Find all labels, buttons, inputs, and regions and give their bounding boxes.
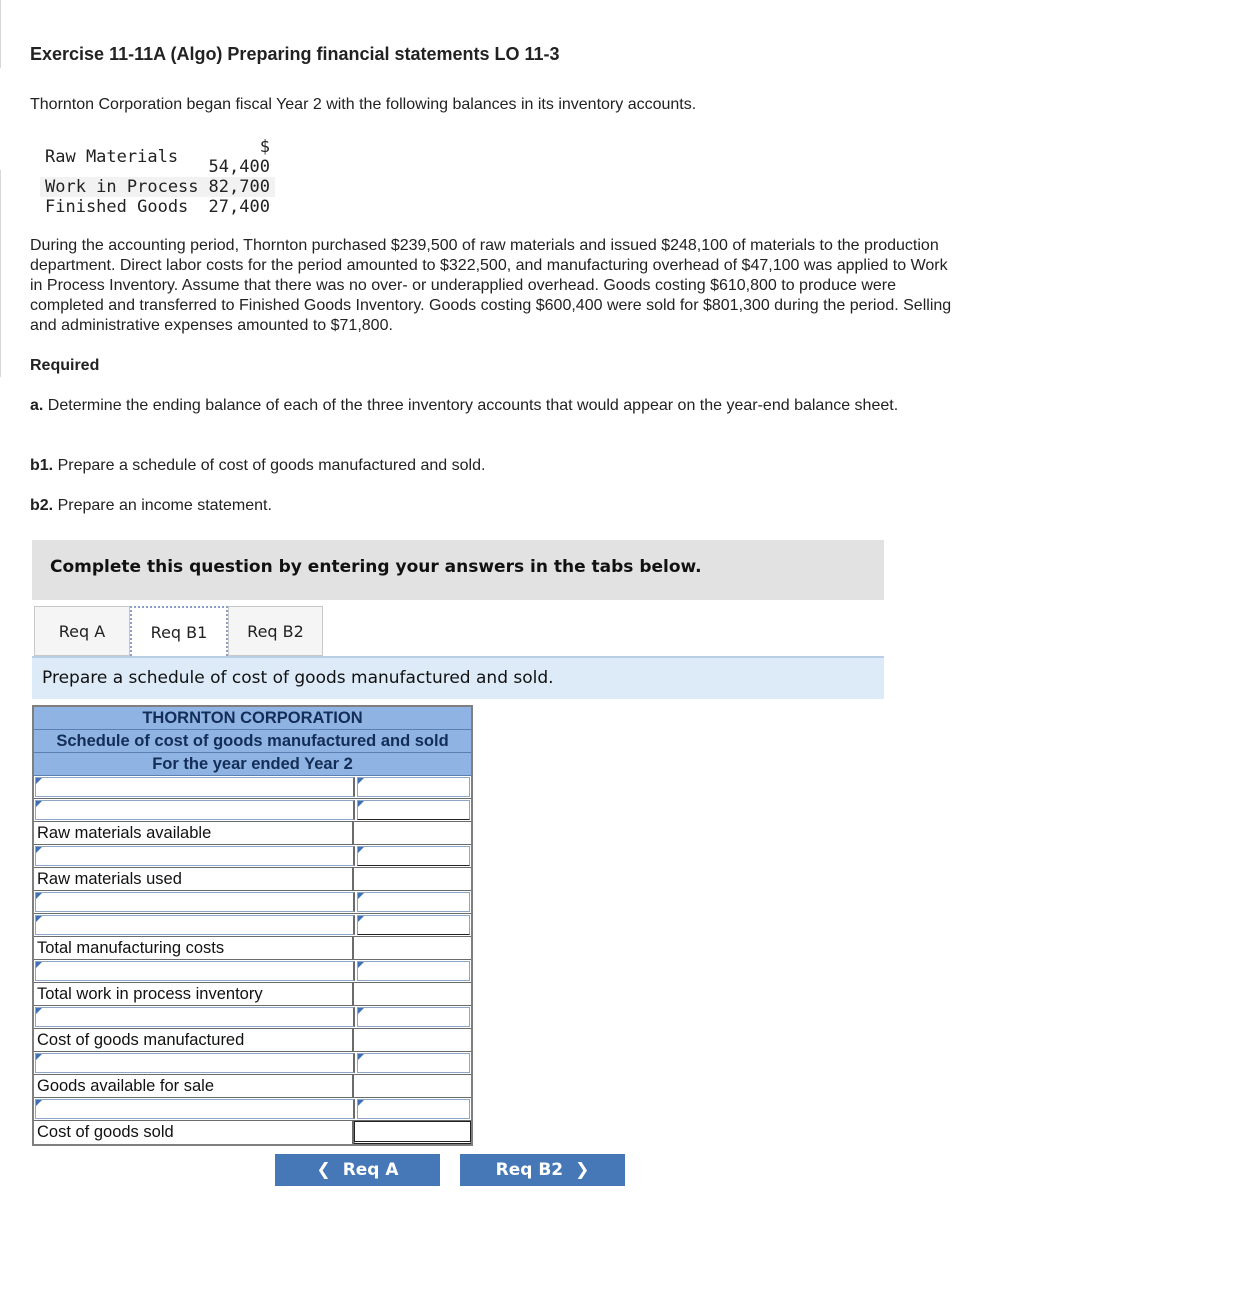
required-key: a. bbox=[30, 397, 44, 414]
dropdown-marker-icon bbox=[36, 847, 42, 853]
schedule-label-input[interactable] bbox=[35, 777, 355, 797]
schedule-row bbox=[34, 1121, 471, 1144]
chevron-right-icon: ❯ bbox=[575, 1160, 590, 1180]
schedule-label-input[interactable] bbox=[35, 915, 355, 935]
required-heading: Required bbox=[30, 357, 100, 374]
tab-prompt: Prepare a schedule of cost of goods manufactured and sold. bbox=[32, 656, 884, 699]
inventory-row bbox=[40, 137, 275, 177]
input-marker-icon bbox=[358, 1054, 364, 1060]
schedule-label-input[interactable] bbox=[35, 1007, 355, 1027]
inventory-row bbox=[40, 197, 275, 217]
schedule-label: Cost of goods sold bbox=[34, 1121, 354, 1144]
input-marker-icon bbox=[358, 962, 364, 968]
schedule-row bbox=[34, 1029, 471, 1052]
next-req-b2-button[interactable] bbox=[460, 1154, 625, 1186]
schedule-amount-input[interactable] bbox=[357, 961, 470, 981]
inventory-amount: 27,400 bbox=[208, 197, 270, 217]
schedule-row bbox=[34, 1098, 471, 1121]
input-marker-icon bbox=[358, 1008, 364, 1014]
instructions-banner: Complete this question by entering your answers in the tabs below. bbox=[32, 540, 884, 600]
inventory-label: Work in Process bbox=[40, 177, 204, 197]
schedule-amount-input[interactable] bbox=[354, 1121, 471, 1144]
schedule-amount-input[interactable] bbox=[354, 937, 471, 959]
schedule-amount-input[interactable] bbox=[357, 1007, 470, 1027]
chevron-left-icon: ❮ bbox=[316, 1160, 331, 1180]
inventory-row bbox=[40, 177, 275, 197]
period-header: For the year ended Year 2 bbox=[34, 753, 471, 776]
required-item-a bbox=[30, 396, 960, 416]
next-button-label: Req B2 bbox=[495, 1160, 564, 1180]
schedule-row bbox=[34, 822, 471, 845]
schedule-label: Cost of goods manufactured bbox=[34, 1029, 354, 1051]
schedule-row bbox=[34, 868, 471, 891]
schedule-row bbox=[34, 1006, 471, 1029]
inventory-label: Finished Goods bbox=[45, 197, 189, 217]
inventory-label: Raw Materials bbox=[45, 147, 179, 167]
tab-req-b2[interactable]: Req B2 bbox=[228, 606, 323, 656]
schedule-row bbox=[34, 799, 471, 822]
problem-text: During the accounting period, Thornton purchased $239,500 of raw materials and issued $248,100 of materials to the production department. Direct labor costs for the period amounted to $322,500, and manufacturing overhead of $47,100 was applied to Work in Process Inventory. Assume that there was no over- or underapplied overhead. Goods costing $610,800 to produce were completed and transferred to Finished Goods Inventory. Goods costing $600,400 were sold for $801,300 during the period. Selling and administrative expenses amounted to $71,800. bbox=[30, 237, 952, 334]
required-item-b1 bbox=[30, 456, 960, 476]
required-key: b1. bbox=[30, 457, 54, 474]
input-marker-icon bbox=[358, 916, 364, 922]
exercise-title: Exercise 11-11A (Algo) Preparing financial statements LO 11-3 bbox=[30, 44, 560, 64]
dropdown-marker-icon bbox=[36, 893, 42, 899]
schedule-row bbox=[34, 1075, 471, 1098]
schedule-title-header: Schedule of cost of goods manufactured and sold bbox=[34, 730, 471, 753]
required-text: Prepare a schedule of cost of goods manufactured and sold. bbox=[57, 457, 486, 474]
schedule-row bbox=[34, 914, 471, 937]
dropdown-marker-icon bbox=[36, 778, 42, 784]
schedule-label-input[interactable] bbox=[35, 892, 355, 912]
schedule-label-input[interactable] bbox=[35, 846, 355, 866]
schedule-label: Total manufacturing costs bbox=[34, 937, 354, 959]
schedule-label-input[interactable] bbox=[35, 1099, 355, 1119]
prev-req-a-button[interactable] bbox=[275, 1154, 440, 1186]
schedule-amount-input[interactable] bbox=[354, 1075, 471, 1097]
input-marker-icon bbox=[358, 801, 364, 807]
schedule-amount-input[interactable] bbox=[354, 868, 471, 890]
schedule-row bbox=[34, 937, 471, 960]
schedule-table bbox=[32, 705, 473, 1146]
inventory-balances-table bbox=[40, 137, 275, 217]
schedule-amount-input[interactable] bbox=[357, 892, 470, 912]
input-marker-icon bbox=[358, 778, 364, 784]
schedule-label-input[interactable] bbox=[35, 1053, 355, 1073]
schedule-row bbox=[34, 1052, 471, 1075]
schedule-amount-input[interactable] bbox=[354, 983, 471, 1005]
schedule-amount-input[interactable] bbox=[357, 1099, 470, 1119]
inventory-amount: 82,700 bbox=[204, 177, 275, 197]
left-edge-rule bbox=[0, 170, 4, 305]
schedule-amount-input[interactable] bbox=[357, 1053, 470, 1073]
dropdown-marker-icon bbox=[36, 1100, 42, 1106]
required-text: Determine the ending balance of each of the three inventory accounts that would appear on the year-end balance sheet. bbox=[47, 397, 899, 414]
input-marker-icon bbox=[358, 1100, 364, 1106]
schedule-label: Goods available for sale bbox=[34, 1075, 354, 1097]
left-edge-rule bbox=[0, 0, 4, 68]
required-text: Prepare an income statement. bbox=[57, 497, 272, 514]
required-key: b2. bbox=[30, 497, 54, 514]
currency-symbol: $ bbox=[259, 137, 270, 157]
schedule-row bbox=[34, 776, 471, 799]
dropdown-marker-icon bbox=[36, 916, 42, 922]
schedule-row bbox=[34, 891, 471, 914]
company-name-header: THORNTON CORPORATION bbox=[34, 707, 471, 730]
input-marker-icon bbox=[358, 893, 364, 899]
schedule-row bbox=[34, 845, 471, 868]
inventory-amount: 54,400 bbox=[208, 157, 270, 177]
intro-text: Thornton Corporation began fiscal Year 2 with the following balances in its inventory accounts. bbox=[30, 96, 697, 113]
tab-req-a[interactable]: Req A bbox=[34, 606, 130, 656]
prev-button-label: Req A bbox=[342, 1160, 399, 1180]
input-marker-icon bbox=[358, 847, 364, 853]
schedule-row bbox=[34, 983, 471, 1006]
schedule-amount-input[interactable] bbox=[357, 915, 470, 935]
schedule-amount-input[interactable] bbox=[354, 822, 471, 844]
schedule-label: Raw materials used bbox=[34, 868, 354, 890]
schedule-amount-input[interactable] bbox=[357, 777, 470, 797]
required-item-b2 bbox=[30, 496, 960, 516]
dropdown-marker-icon bbox=[36, 1008, 42, 1014]
dropdown-marker-icon bbox=[36, 962, 42, 968]
schedule-label-input[interactable] bbox=[35, 800, 355, 820]
dropdown-marker-icon bbox=[36, 1054, 42, 1060]
dropdown-marker-icon bbox=[36, 801, 42, 807]
schedule-amount-input[interactable] bbox=[357, 800, 470, 820]
schedule-amount-input[interactable] bbox=[354, 1029, 471, 1051]
schedule-label-input[interactable] bbox=[35, 961, 355, 981]
req-tabs bbox=[34, 606, 323, 656]
schedule-amount-input[interactable] bbox=[357, 846, 470, 866]
schedule-label: Total work in process inventory bbox=[34, 983, 354, 1005]
schedule-label: Raw materials available bbox=[34, 822, 354, 844]
schedule-row bbox=[34, 960, 471, 983]
left-edge-rule bbox=[0, 305, 4, 377]
tab-req-b1[interactable]: Req B1 bbox=[130, 606, 228, 656]
